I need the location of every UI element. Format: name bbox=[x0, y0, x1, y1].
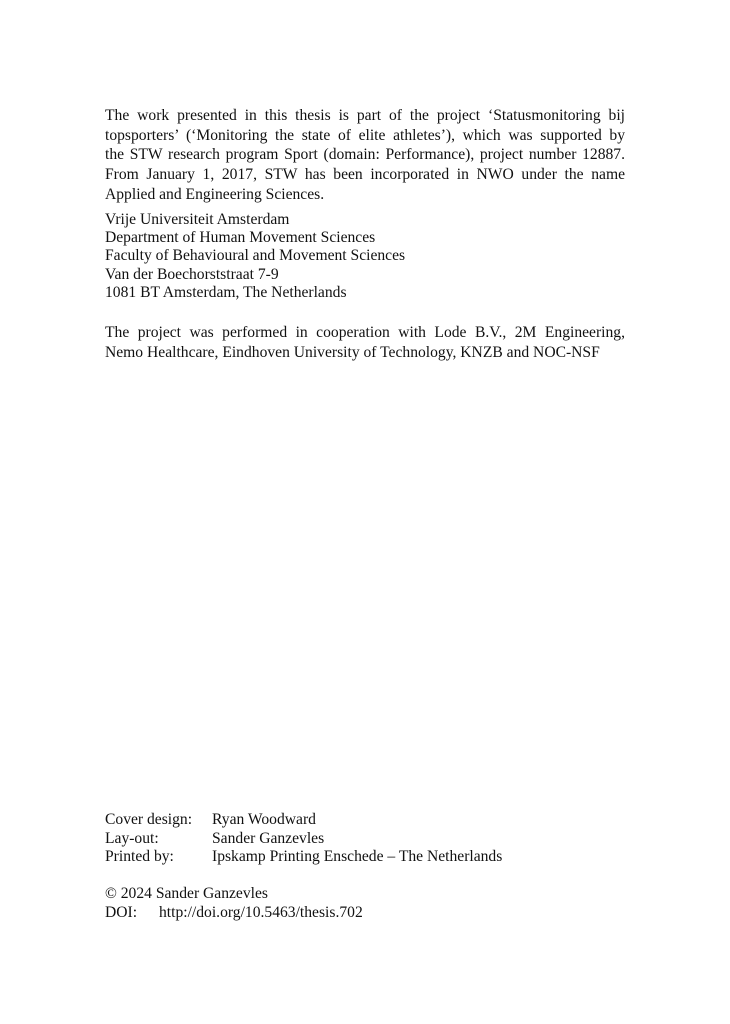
cooperation-statement bbox=[105, 323, 625, 362]
project-statement-line: The work presented in this thesis is part of the project ‘Statusmonitoring bij bbox=[105, 107, 625, 124]
address-line: Department of Human Movement Sciences bbox=[105, 229, 376, 247]
cooperation-line: Nemo Healthcare, Eindhoven University of Technology, KNZB and NOC-NSF bbox=[105, 343, 600, 361]
cooperation-line: The project was performed in cooperation with Lode B.V., 2M Engineering, bbox=[105, 324, 625, 341]
credit-row-printed-by bbox=[105, 848, 625, 867]
copyright-block bbox=[105, 885, 625, 922]
copyright-notice: © 2024 Sander Ganzevles bbox=[105, 885, 268, 902]
address-line: Vrije Universiteit Amsterdam bbox=[105, 211, 290, 228]
address-line: Van der Boechorststraat 7-9 bbox=[105, 265, 279, 283]
project-statement bbox=[105, 106, 625, 205]
credit-label: Cover design: bbox=[105, 811, 193, 828]
doi-row bbox=[105, 904, 625, 923]
project-statement-line: the STW research program Sport (domain: Performance), project number 12887. bbox=[105, 146, 625, 164]
university-address bbox=[105, 211, 625, 302]
project-statement-line: topsporters’ (‘Monitoring the state of elite athletes’), which was supported by bbox=[105, 126, 625, 144]
doi-link: http://doi.org/10.5463/thesis.702 bbox=[159, 903, 363, 921]
credit-value: Sander Ganzevles bbox=[212, 829, 325, 847]
credit-value: Ryan Woodward bbox=[212, 811, 316, 828]
credits bbox=[105, 811, 625, 867]
project-statement-line: Applied and Engineering Sciences. bbox=[105, 185, 325, 203]
credit-row-cover-design bbox=[105, 811, 625, 830]
credit-value: Ipskamp Printing Enschede – The Netherlands bbox=[212, 848, 503, 866]
doi-label: DOI: bbox=[105, 903, 138, 921]
credit-row-layout bbox=[105, 830, 625, 849]
credit-label: Lay-out: bbox=[105, 829, 159, 847]
address-line: 1081 BT Amsterdam, The Netherlands bbox=[105, 283, 347, 301]
project-statement-line: From January 1, 2017, STW has been incorporated in NWO under the name bbox=[105, 166, 625, 184]
credit-label: Printed by: bbox=[105, 848, 174, 866]
address-line: Faculty of Behavioural and Movement Sciences bbox=[105, 247, 406, 265]
